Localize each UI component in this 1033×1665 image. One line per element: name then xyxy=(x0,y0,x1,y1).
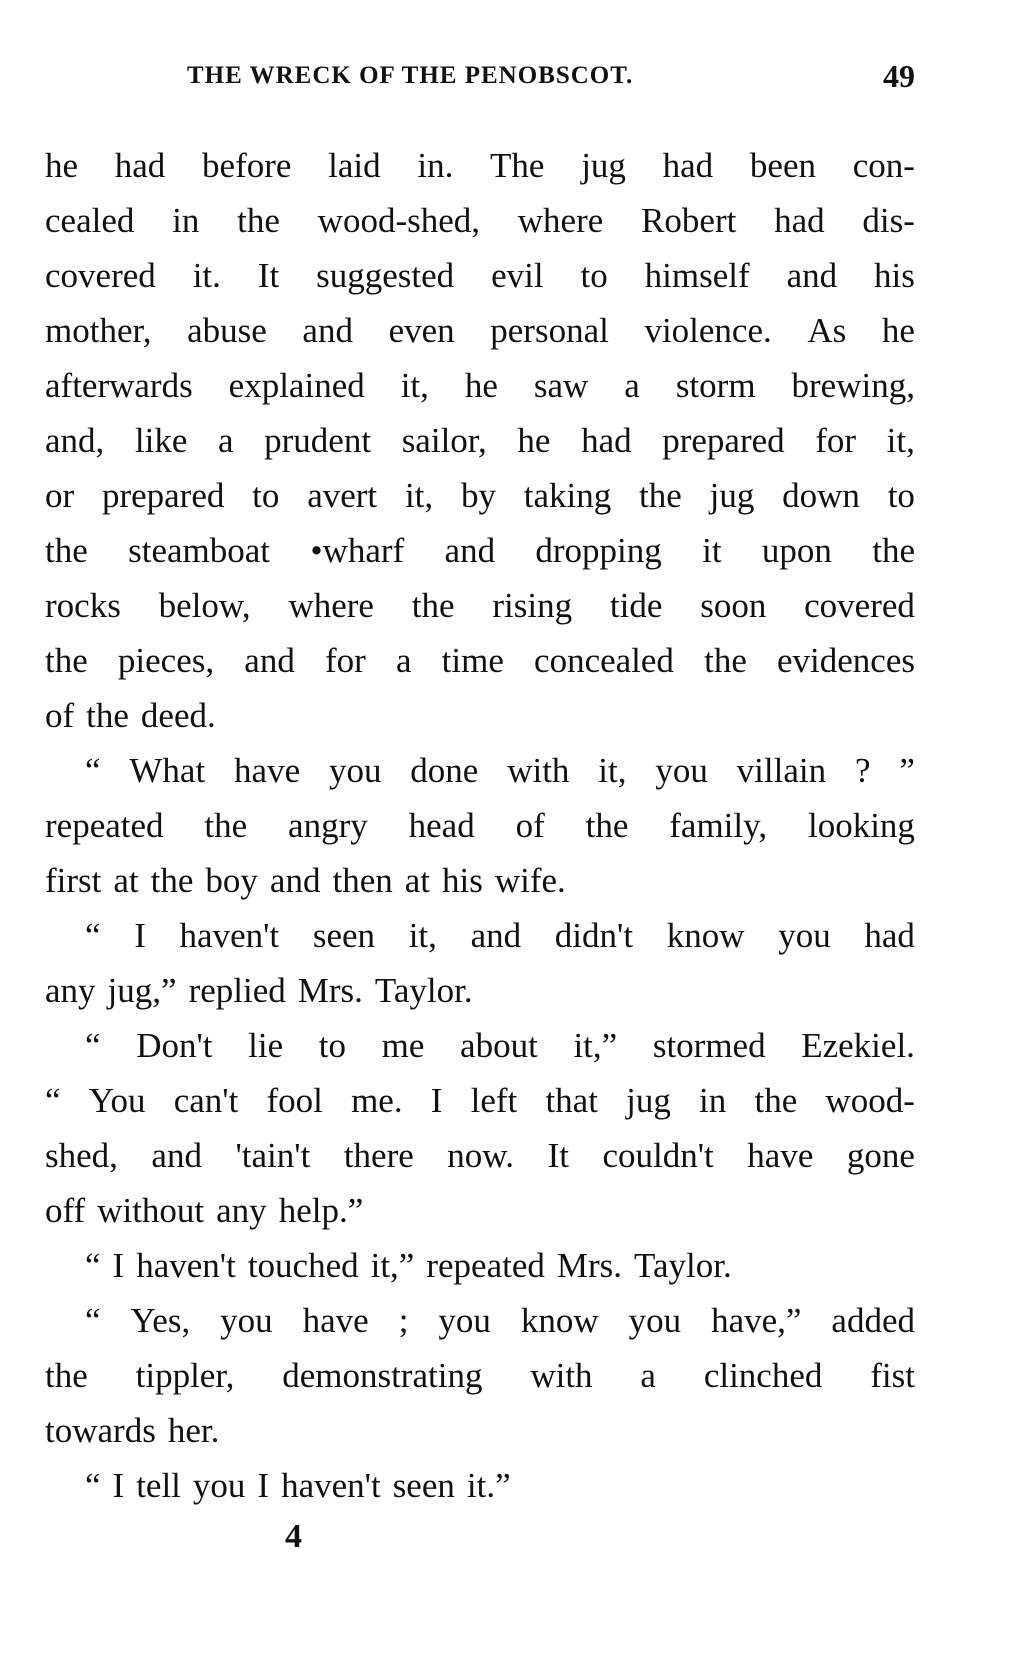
word: What xyxy=(129,751,206,790)
word: steamboat xyxy=(128,531,270,570)
word: wife. xyxy=(494,861,566,900)
word: to xyxy=(580,256,608,295)
word: 'tain't xyxy=(235,1136,311,1175)
word: for xyxy=(815,421,857,460)
word: and, xyxy=(45,421,105,460)
word: have xyxy=(747,1136,814,1175)
signature-mark: 4 xyxy=(285,1518,302,1555)
word: down xyxy=(782,476,860,515)
word: been xyxy=(749,146,816,185)
word: con- xyxy=(852,146,915,185)
word: clinched xyxy=(703,1356,823,1395)
word: the xyxy=(639,476,682,515)
word: haven't xyxy=(281,1466,381,1505)
word: towards xyxy=(45,1411,156,1450)
word: ; xyxy=(398,1301,409,1340)
word: gone xyxy=(846,1136,915,1175)
word: Ezekiel. xyxy=(801,1026,915,1065)
word: and xyxy=(470,916,522,955)
word: then xyxy=(332,861,393,900)
word: where xyxy=(517,201,604,240)
word: and xyxy=(786,256,838,295)
word: prepared xyxy=(101,476,225,515)
word: fool xyxy=(266,1081,323,1120)
word: soon xyxy=(700,586,767,625)
word: had xyxy=(581,421,632,460)
word: and xyxy=(244,641,295,680)
running-title: THE WRECK OF THE PENOBSCOT. xyxy=(187,62,634,89)
word: brewing, xyxy=(791,366,915,405)
word: you xyxy=(220,1301,273,1340)
text-line xyxy=(45,963,915,1018)
word: fist xyxy=(870,1356,915,1395)
word: have,” xyxy=(711,1301,802,1340)
word: abuse xyxy=(187,311,267,350)
word: a xyxy=(624,366,640,405)
word: or xyxy=(45,476,75,515)
word: pieces, xyxy=(117,641,215,680)
word: even xyxy=(388,311,455,350)
word: replied xyxy=(188,971,286,1010)
word: about xyxy=(460,1026,538,1065)
word: prepared xyxy=(662,421,785,460)
word: himself xyxy=(644,256,750,295)
text-line xyxy=(45,1293,915,1348)
word: in. xyxy=(417,146,454,185)
word: it, xyxy=(404,476,434,515)
word: with xyxy=(530,1356,593,1395)
text-line xyxy=(45,1018,915,1073)
word: deed. xyxy=(140,696,216,735)
word: the xyxy=(754,1081,798,1120)
word: villain xyxy=(736,751,827,790)
word: the xyxy=(86,696,129,735)
word: done xyxy=(410,751,479,790)
word: “ xyxy=(85,1466,101,1505)
word: You xyxy=(88,1081,146,1120)
word: I xyxy=(112,1466,125,1505)
word: the xyxy=(204,806,248,845)
word: it, xyxy=(598,751,627,790)
word: The xyxy=(490,146,545,185)
word: mother, xyxy=(45,311,152,350)
word: a xyxy=(395,641,412,680)
word: off xyxy=(45,1191,86,1230)
word: covered xyxy=(45,256,156,295)
word: ? xyxy=(854,751,871,790)
word: without xyxy=(97,1191,205,1230)
word: suggested xyxy=(316,256,455,295)
word: added xyxy=(831,1301,915,1340)
word: in xyxy=(699,1081,727,1120)
word: can't xyxy=(173,1081,239,1120)
word: jug xyxy=(709,476,755,515)
word: I xyxy=(134,916,146,955)
word: it,” xyxy=(370,1246,415,1285)
word: boy xyxy=(205,861,258,900)
word: have xyxy=(234,751,301,790)
word: It xyxy=(547,1136,569,1175)
text-line xyxy=(45,193,915,248)
word: the xyxy=(45,641,88,680)
text-line xyxy=(45,248,915,303)
word: to xyxy=(887,476,915,515)
word: violence. xyxy=(644,311,772,350)
word: repeated xyxy=(426,1246,545,1285)
word: didn't xyxy=(554,916,634,955)
text-line xyxy=(45,1238,915,1293)
word: rising xyxy=(492,586,573,625)
word: couldn't xyxy=(602,1136,714,1175)
word: personal xyxy=(490,311,609,350)
word: his xyxy=(874,256,915,295)
word: jug xyxy=(581,146,626,185)
word: and xyxy=(151,1136,202,1175)
text-line xyxy=(45,633,915,688)
word: his xyxy=(442,861,483,900)
word: “ xyxy=(85,916,101,955)
word: it, xyxy=(400,366,429,405)
word: and xyxy=(302,311,353,350)
word: avert xyxy=(307,476,378,515)
word: know xyxy=(666,916,745,955)
word: ” xyxy=(899,751,915,790)
word: wood-shed, xyxy=(317,201,481,240)
word: covered xyxy=(804,586,915,625)
text-line xyxy=(45,1403,915,1458)
word: seen xyxy=(312,916,376,955)
word: at xyxy=(404,861,430,900)
word: dis- xyxy=(862,201,915,240)
word: cealed xyxy=(45,201,135,240)
word: it.” xyxy=(466,1466,511,1505)
word: head xyxy=(408,806,475,845)
page-number: 49 xyxy=(883,58,915,94)
word: you xyxy=(438,1301,491,1340)
word: jug xyxy=(626,1081,671,1120)
text-line xyxy=(45,908,915,963)
word: demonstrating xyxy=(282,1356,483,1395)
word: the xyxy=(872,531,915,570)
word: dropping xyxy=(535,531,662,570)
word: wood- xyxy=(825,1081,915,1120)
word: haven't xyxy=(136,1246,236,1285)
word: explained xyxy=(228,366,365,405)
word: below, xyxy=(158,586,251,625)
word: by xyxy=(460,476,496,515)
word: you xyxy=(328,751,382,790)
text-line xyxy=(45,688,915,743)
word: Mrs. xyxy=(556,1246,623,1285)
word: and xyxy=(269,861,321,900)
text-line xyxy=(45,303,915,358)
word: Taylor. xyxy=(374,971,473,1010)
word: family, xyxy=(669,806,768,845)
text-line xyxy=(45,1458,915,1513)
word: the xyxy=(45,1356,88,1395)
word: tippler, xyxy=(135,1356,235,1395)
word: it, xyxy=(408,916,437,955)
word: “ xyxy=(45,1081,61,1120)
word: the xyxy=(704,641,747,680)
text-line xyxy=(45,1128,915,1183)
word: to xyxy=(318,1026,346,1065)
text-line xyxy=(45,468,915,523)
word: tide xyxy=(609,586,663,625)
word: of xyxy=(45,696,75,735)
word: he xyxy=(45,146,79,185)
text-line xyxy=(45,138,915,193)
word: he xyxy=(881,311,915,350)
word: you xyxy=(192,1466,246,1505)
word: you xyxy=(628,1301,682,1340)
word: evil xyxy=(491,256,544,295)
word: time xyxy=(441,641,504,680)
word: the xyxy=(411,586,455,625)
word: evidences xyxy=(777,641,915,680)
text-line xyxy=(45,798,915,853)
word: help.” xyxy=(278,1191,364,1230)
word: any xyxy=(216,1191,267,1230)
word: tell xyxy=(136,1466,181,1505)
word: first xyxy=(45,861,102,900)
text-line xyxy=(45,1183,915,1238)
word: left xyxy=(470,1081,518,1120)
word: Mrs. xyxy=(297,971,363,1010)
word: had xyxy=(864,916,915,955)
word: me. xyxy=(351,1081,403,1120)
word: lie xyxy=(248,1026,284,1065)
word: “ xyxy=(85,1301,101,1340)
word: looking xyxy=(807,806,915,845)
running-head xyxy=(45,58,915,98)
word: Robert xyxy=(641,201,737,240)
word: touched xyxy=(247,1246,359,1285)
word: with xyxy=(507,751,570,790)
word: he xyxy=(517,421,551,460)
word: haven't xyxy=(179,916,280,955)
word: I xyxy=(257,1466,270,1505)
word: it xyxy=(702,531,722,570)
word: and xyxy=(444,531,496,570)
word: angry xyxy=(288,806,368,845)
word: concealed xyxy=(534,641,674,680)
text-line xyxy=(45,413,915,468)
word: where xyxy=(288,586,374,625)
word: her. xyxy=(167,1411,220,1450)
word: jug,” xyxy=(107,971,177,1010)
word: seen xyxy=(392,1466,455,1505)
word: a xyxy=(640,1356,656,1395)
word: I xyxy=(112,1246,125,1285)
word: prudent xyxy=(264,421,372,460)
word: stormed xyxy=(652,1026,766,1065)
text-line xyxy=(45,1073,915,1128)
word: had xyxy=(114,146,166,185)
text-line xyxy=(45,1348,915,1403)
word: that xyxy=(545,1081,598,1120)
word: upon xyxy=(761,531,832,570)
word: shed, xyxy=(45,1136,118,1175)
word: have xyxy=(302,1301,369,1340)
word: you xyxy=(655,751,708,790)
word: he xyxy=(464,366,498,405)
word: sailor, xyxy=(401,421,487,460)
word: had xyxy=(662,146,714,185)
word: now. xyxy=(447,1136,515,1175)
word: had xyxy=(774,201,825,240)
word: laid xyxy=(328,146,381,185)
word: storm xyxy=(675,366,756,405)
word: taking xyxy=(523,476,612,515)
text-line xyxy=(45,358,915,413)
word: the xyxy=(237,201,280,240)
word: know xyxy=(520,1301,599,1340)
word: you xyxy=(778,916,831,955)
text-line xyxy=(45,743,915,798)
word: saw xyxy=(533,366,589,405)
word: Don't xyxy=(136,1026,213,1065)
word: Taylor. xyxy=(634,1246,732,1285)
word: before xyxy=(202,146,292,185)
word: for xyxy=(324,641,366,680)
word: of xyxy=(515,806,545,845)
word: in xyxy=(172,201,200,240)
word: repeated xyxy=(45,806,164,845)
word: it, xyxy=(886,421,915,460)
body-text xyxy=(45,138,915,1513)
word: the xyxy=(585,806,629,845)
text-line xyxy=(45,853,915,908)
word: any xyxy=(45,971,96,1010)
word: a xyxy=(218,421,234,460)
word: “ xyxy=(85,1246,101,1285)
word: at xyxy=(113,861,139,900)
word: As xyxy=(807,311,847,350)
word: to xyxy=(252,476,280,515)
word: there xyxy=(343,1136,414,1175)
text-line xyxy=(45,578,915,633)
word: I xyxy=(430,1081,443,1120)
word: afterwards xyxy=(45,366,193,405)
word: me xyxy=(381,1026,425,1065)
word: the xyxy=(45,531,88,570)
word: it,” xyxy=(573,1026,618,1065)
text-line xyxy=(45,523,915,578)
word: “ xyxy=(85,751,101,790)
word: It xyxy=(257,256,280,295)
word: it. xyxy=(192,256,221,295)
word: “ xyxy=(85,1026,101,1065)
word: Yes, xyxy=(130,1301,191,1340)
word: like xyxy=(134,421,188,460)
word: rocks xyxy=(45,586,121,625)
word: •wharf xyxy=(310,531,405,570)
word: the xyxy=(150,861,194,900)
